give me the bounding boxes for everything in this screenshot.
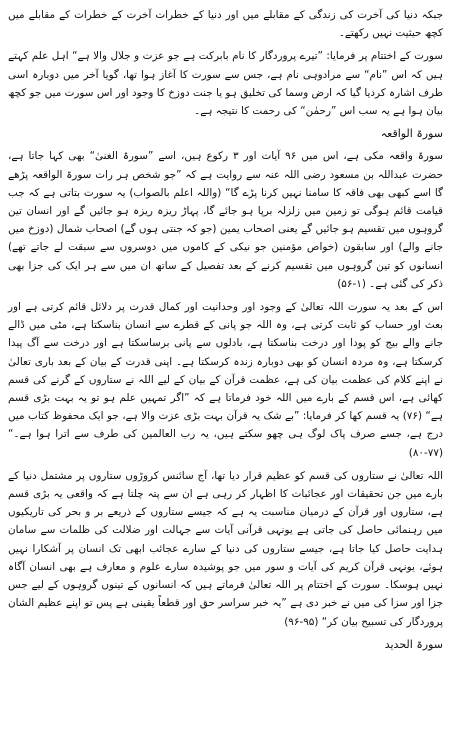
paragraph-waqiah-1: سورۃ واقعہ مکی ہے، اس میں ۹۶ آیات اور ۳ رکوع ہیں، اسے ”سورۃ الغنیٰ“ بھی کہا جاتا ہے، حضرت عبداللہ بن مسعود رضی اللہ عنہ سے روایت ہے کہ ”جو شخص ہر رات سورۃ الواقعہ پڑھے گا اسے کبھی بھی فاقہ کا سامنا نہیں کرنا پڑے گا“ (واللہ اعلم بالصواب) یہ سورت بتاتی ہے کہ جب قیامت قائم ہوگی تو زمین میں زلزلہ برپا ہو جائے گا، پہاڑ ریزہ ریزہ ہو جائیں گے اور انسان تین گروہوں میں تقسیم ہو جائیں گے یعنی اصحاب یمین (جو کہ جنتی ہوں گے) اصحاب شمال (دوزخ میں جانے والے) اور سابقون (خواص مؤمنین جو نیکی کے کاموں میں دوسروں سے سبقت لے جاتے تھے) انسانوں کو تین گروہوں میں تقسیم کرنے کے بعد تفصیل کے ساتھ ان میں سے ہر ایک کی جزا بھی ذکر کی گئی ہے۔ (۱-۵۶): [8, 150, 443, 290]
section-heading-waqiah: سورۃ الواقعہ: [380, 127, 443, 141]
paragraph-intro-2: سورت کے اختتام پر فرمایا: ”تیرے پروردگار کا نام بابرکت ہے جو عزت و جلال والا ہے“ اہل علم کہتے ہیں کہ اس ”نام“ سے مرادوہی نام ہے، جس سے سورت کا آغاز ہوا تھا، گویا آخر میں دوبارہ اسی طرف اشارہ کردیا گیا کہ ارض وسما کی تخلیق ہو یا جنت دوزخ کا وجود اور اس سورت میں جو کچھ بیان ہوا ہے یہ سب اس ”رحمٰن“ کی رحمت کا نتیجہ ہے۔: [8, 50, 443, 118]
paragraph-waqiah-3: اللہ تعالیٰ نے ستاروں کی قسم کو عظیم قرار دیا تھا، آج سائنس کروڑوں ستاروں پر مشتمل دنیا کے بارے میں جن تحقیقات اور عجائبات کا اظہار کر رہی ہے ان سے پتہ چلتا ہے کہ واقعی یہ بڑی قسم ہے، ستاروں اور قرآن کے درمیان مناسبت یہ ہے کہ جیسے ستاروں کے ذریعے بر و بحر کی تاریکیوں میں رہنمائی حاصل کی جاتی ہے یونہی قرآنی آیات سے جہالت اور ضلالت کی ظلمات سے سامان ہدایت حاصل کیا جاتا ہے، جیسے ستاروں کی دنیا کے سارے عجائب ابھی تک انسان پر آشکارا نہیں ہوئے، یونہی قرآن کریم کی آیات و سور میں جو پوشیدہ سارے علوم و معارف ہے بھی انسان آگاہ نہیں ہوسکا۔ سورت کے اختتام پر اللہ تعالیٰ فرماتے ہیں کہ انسانوں کے تینوں گروہوں کے لیے جس جزا اور سزا کی میں نے خبر دی ہے ”یہ خبر سراسر حق اور قطعاً یقینی ہے پس تو اپنے عظیم الشان پروردگار کی تسبیح بیان کر“ (۹۵-۹۶): [8, 469, 443, 628]
paragraph-waqiah-2: اس کے بعد یہ سورت اللہ تعالیٰ کے وجود اور وحدانیت اور کمال قدرت پر دلائل قائم کرتی ہے اور بعث اور حساب کو ثابت کرتی ہے، وہ اللہ جو پانی کے قطرے سے انسان بناسکتا ہے، مٹی میں ڈالے جانے والے بیج کو پودا اور درخت بناسکتا ہے، بادلوں سے پانی برساسکتا ہے اور درخت سے آگ پیدا کرسکتا ہے، وہ مردہ انسان کو بھی دوبارہ زندہ کرسکتا ہے۔ اپنی قدرت کے بیان کے بعد باری تعالیٰ نے اپنے کلام کی عظمت بیان کی ہے، عظمت قرآن کے بیان کے لیے اللہ نے ستاروں کے گرنے کی قسم کھائی ہے، اس قسم کے بارے میں اللہ خود فرماتا ہے کہ ”اگر تمہیں علم ہو تو یہ بہت بڑی قسم ہے“ (۷۶) یہ قسم کھا کر فرمایا: ”بے شک یہ قرآن بہت بڑی عزت والا ہے، جو ایک محفوظ کتاب میں درج ہے، جسے صرف پاک لوگ ہی چھو سکتے ہیں، یہ رب العالمین کی طرف سے اترا ہوا ہے۔“ (۷۷-۸۰): [8, 301, 443, 459]
paragraph-intro-1: جبکہ دنیا کی آخرت کی زندگی کے مقابلے میں اور دنیا کے خطرات آخرت کے خطرات کے مقابلے میں کچھ حیثیت نہیں رکھتے۔: [8, 9, 443, 40]
section-heading-hadid: سورۃ الحدید: [384, 637, 443, 651]
